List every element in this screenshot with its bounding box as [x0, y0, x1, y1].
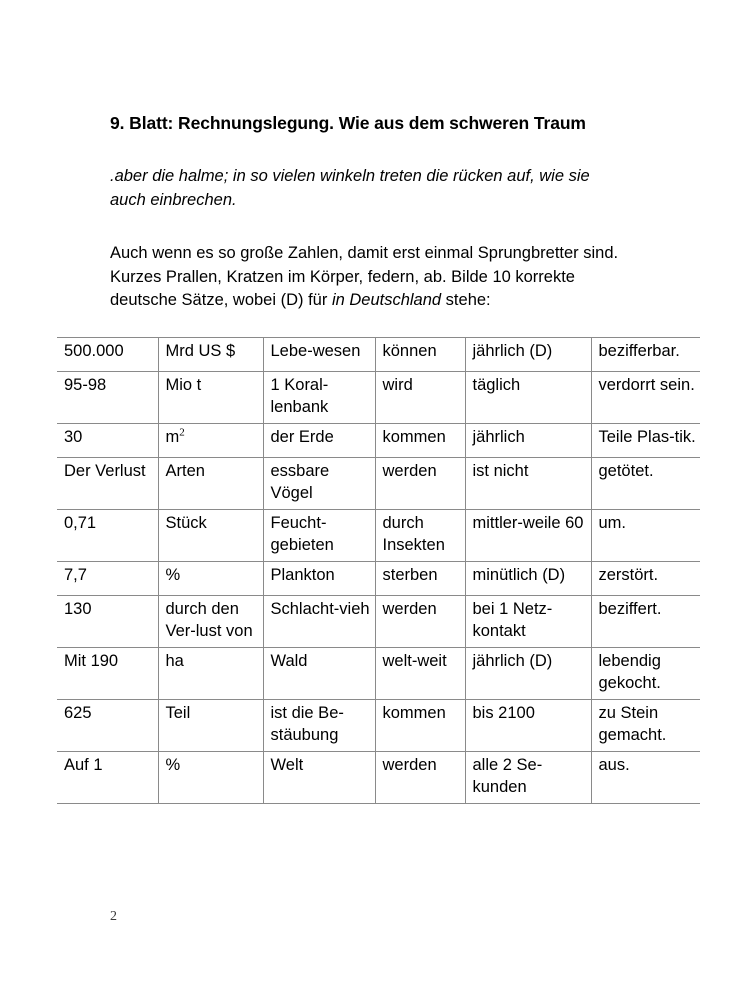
table-cell: 30: [57, 424, 158, 458]
page-content: [57, 112, 702, 804]
table-cell: Mrd US $: [158, 338, 263, 372]
table-cell: %: [158, 751, 263, 803]
table-cell: sterben: [375, 562, 465, 596]
table-cell: werden: [375, 751, 465, 803]
table-cell: Mio t: [158, 372, 263, 424]
table-cell: durch den Ver-lust von: [158, 596, 263, 648]
table-cell: aus.: [591, 751, 700, 803]
table-row: [57, 510, 700, 562]
table-cell: werden: [375, 596, 465, 648]
table-cell: durch Insekten: [375, 510, 465, 562]
epigraph-text: .aber die halme; in so vielen winkeln treten die rücken auf, wie sie auch einbrechen.: [110, 167, 590, 209]
table-cell: Lebe-wesen: [263, 338, 375, 372]
table-cell: 7,7: [57, 562, 158, 596]
table-cell: welt-weit: [375, 647, 465, 699]
table-cell: Teil: [158, 699, 263, 751]
table-cell: jährlich: [465, 424, 591, 458]
table-cell: täglich: [465, 372, 591, 424]
paragraph-trail-text: stehe:: [441, 290, 491, 309]
table-row: [57, 424, 700, 458]
table-cell: Teile Plas-tik.: [591, 424, 700, 458]
table-cell: beziffert.: [591, 596, 700, 648]
table-cell: Arten: [158, 458, 263, 510]
table-cell: essbare Vögel: [263, 458, 375, 510]
table-cell: lebendig gekocht.: [591, 647, 700, 699]
table-cell: ist nicht: [465, 458, 591, 510]
table-cell: Auf 1: [57, 751, 158, 803]
table-cell: um.: [591, 510, 700, 562]
page-title: 9. Blatt: Rechnungslegung. Wie aus dem schweren Traum: [110, 113, 586, 133]
table-cell: der Erde: [263, 424, 375, 458]
paragraph-emphasis-text: in Deutschland: [331, 290, 442, 309]
page-number: 2: [110, 909, 117, 924]
table-row: [57, 647, 700, 699]
table-row: [57, 338, 700, 372]
table-cell: Plankton: [263, 562, 375, 596]
table-cell: 130: [57, 596, 158, 648]
paragraph-lead-text: Auch wenn es so große Zahlen, damit erst einmal Sprungbretter sind. Kurzes Prallen, Kratzen im Körper, federn, ab. Bilde 10 korrekte deutsche Sätze, wobei (D) für: [110, 244, 619, 309]
sentence-builder-table-wrap: [57, 337, 702, 803]
table-cell: kommen: [375, 699, 465, 751]
table-cell: 1 Koral-lenbank: [263, 372, 375, 424]
table-row: [57, 372, 700, 424]
table-cell: getötet.: [591, 458, 700, 510]
table-row: [57, 751, 700, 803]
superscript-two: 2: [179, 426, 185, 439]
table-cell: zu Stein gemacht.: [591, 699, 700, 751]
body-paragraph: [110, 242, 630, 312]
table-cell: kommen: [375, 424, 465, 458]
table-cell: 95-98: [57, 372, 158, 424]
table-row: [57, 699, 700, 751]
table-cell: 500.000: [57, 338, 158, 372]
table-cell: Der Verlust: [57, 458, 158, 510]
table-cell: alle 2 Se-kunden: [465, 751, 591, 803]
table-cell: wird: [375, 372, 465, 424]
table-cell: Schlacht-vieh: [263, 596, 375, 648]
sentence-builder-table: [57, 337, 700, 803]
table-cell: bei 1 Netz-kontakt: [465, 596, 591, 648]
table-cell: Wald: [263, 647, 375, 699]
table-cell: jährlich (D): [465, 647, 591, 699]
table-cell: werden: [375, 458, 465, 510]
table-cell: 625: [57, 699, 158, 751]
table-cell: verdorrt sein.: [591, 372, 700, 424]
table-cell: ist die Be-stäubung: [263, 699, 375, 751]
table-cell: minütlich (D): [465, 562, 591, 596]
table-cell: können: [375, 338, 465, 372]
table-cell: bis 2100: [465, 699, 591, 751]
table-row: [57, 458, 700, 510]
table-cell: %: [158, 562, 263, 596]
table-cell: 0,71: [57, 510, 158, 562]
table-cell: Feucht-gebieten: [263, 510, 375, 562]
table-cell: $m^2$: [158, 424, 263, 458]
table-cell: Stück: [158, 510, 263, 562]
table-row: [57, 596, 700, 648]
table-cell: bezifferbar.: [598, 342, 680, 361]
table-cell: Mit 190: [57, 647, 158, 699]
table-cell: zerstört.: [591, 562, 700, 596]
table-cell: jährlich (D): [465, 338, 591, 372]
table-cell: mittler-weile 60: [465, 510, 591, 562]
table-row: [57, 562, 700, 596]
table-cell: ha: [158, 647, 263, 699]
table-cell: Welt: [263, 751, 375, 803]
